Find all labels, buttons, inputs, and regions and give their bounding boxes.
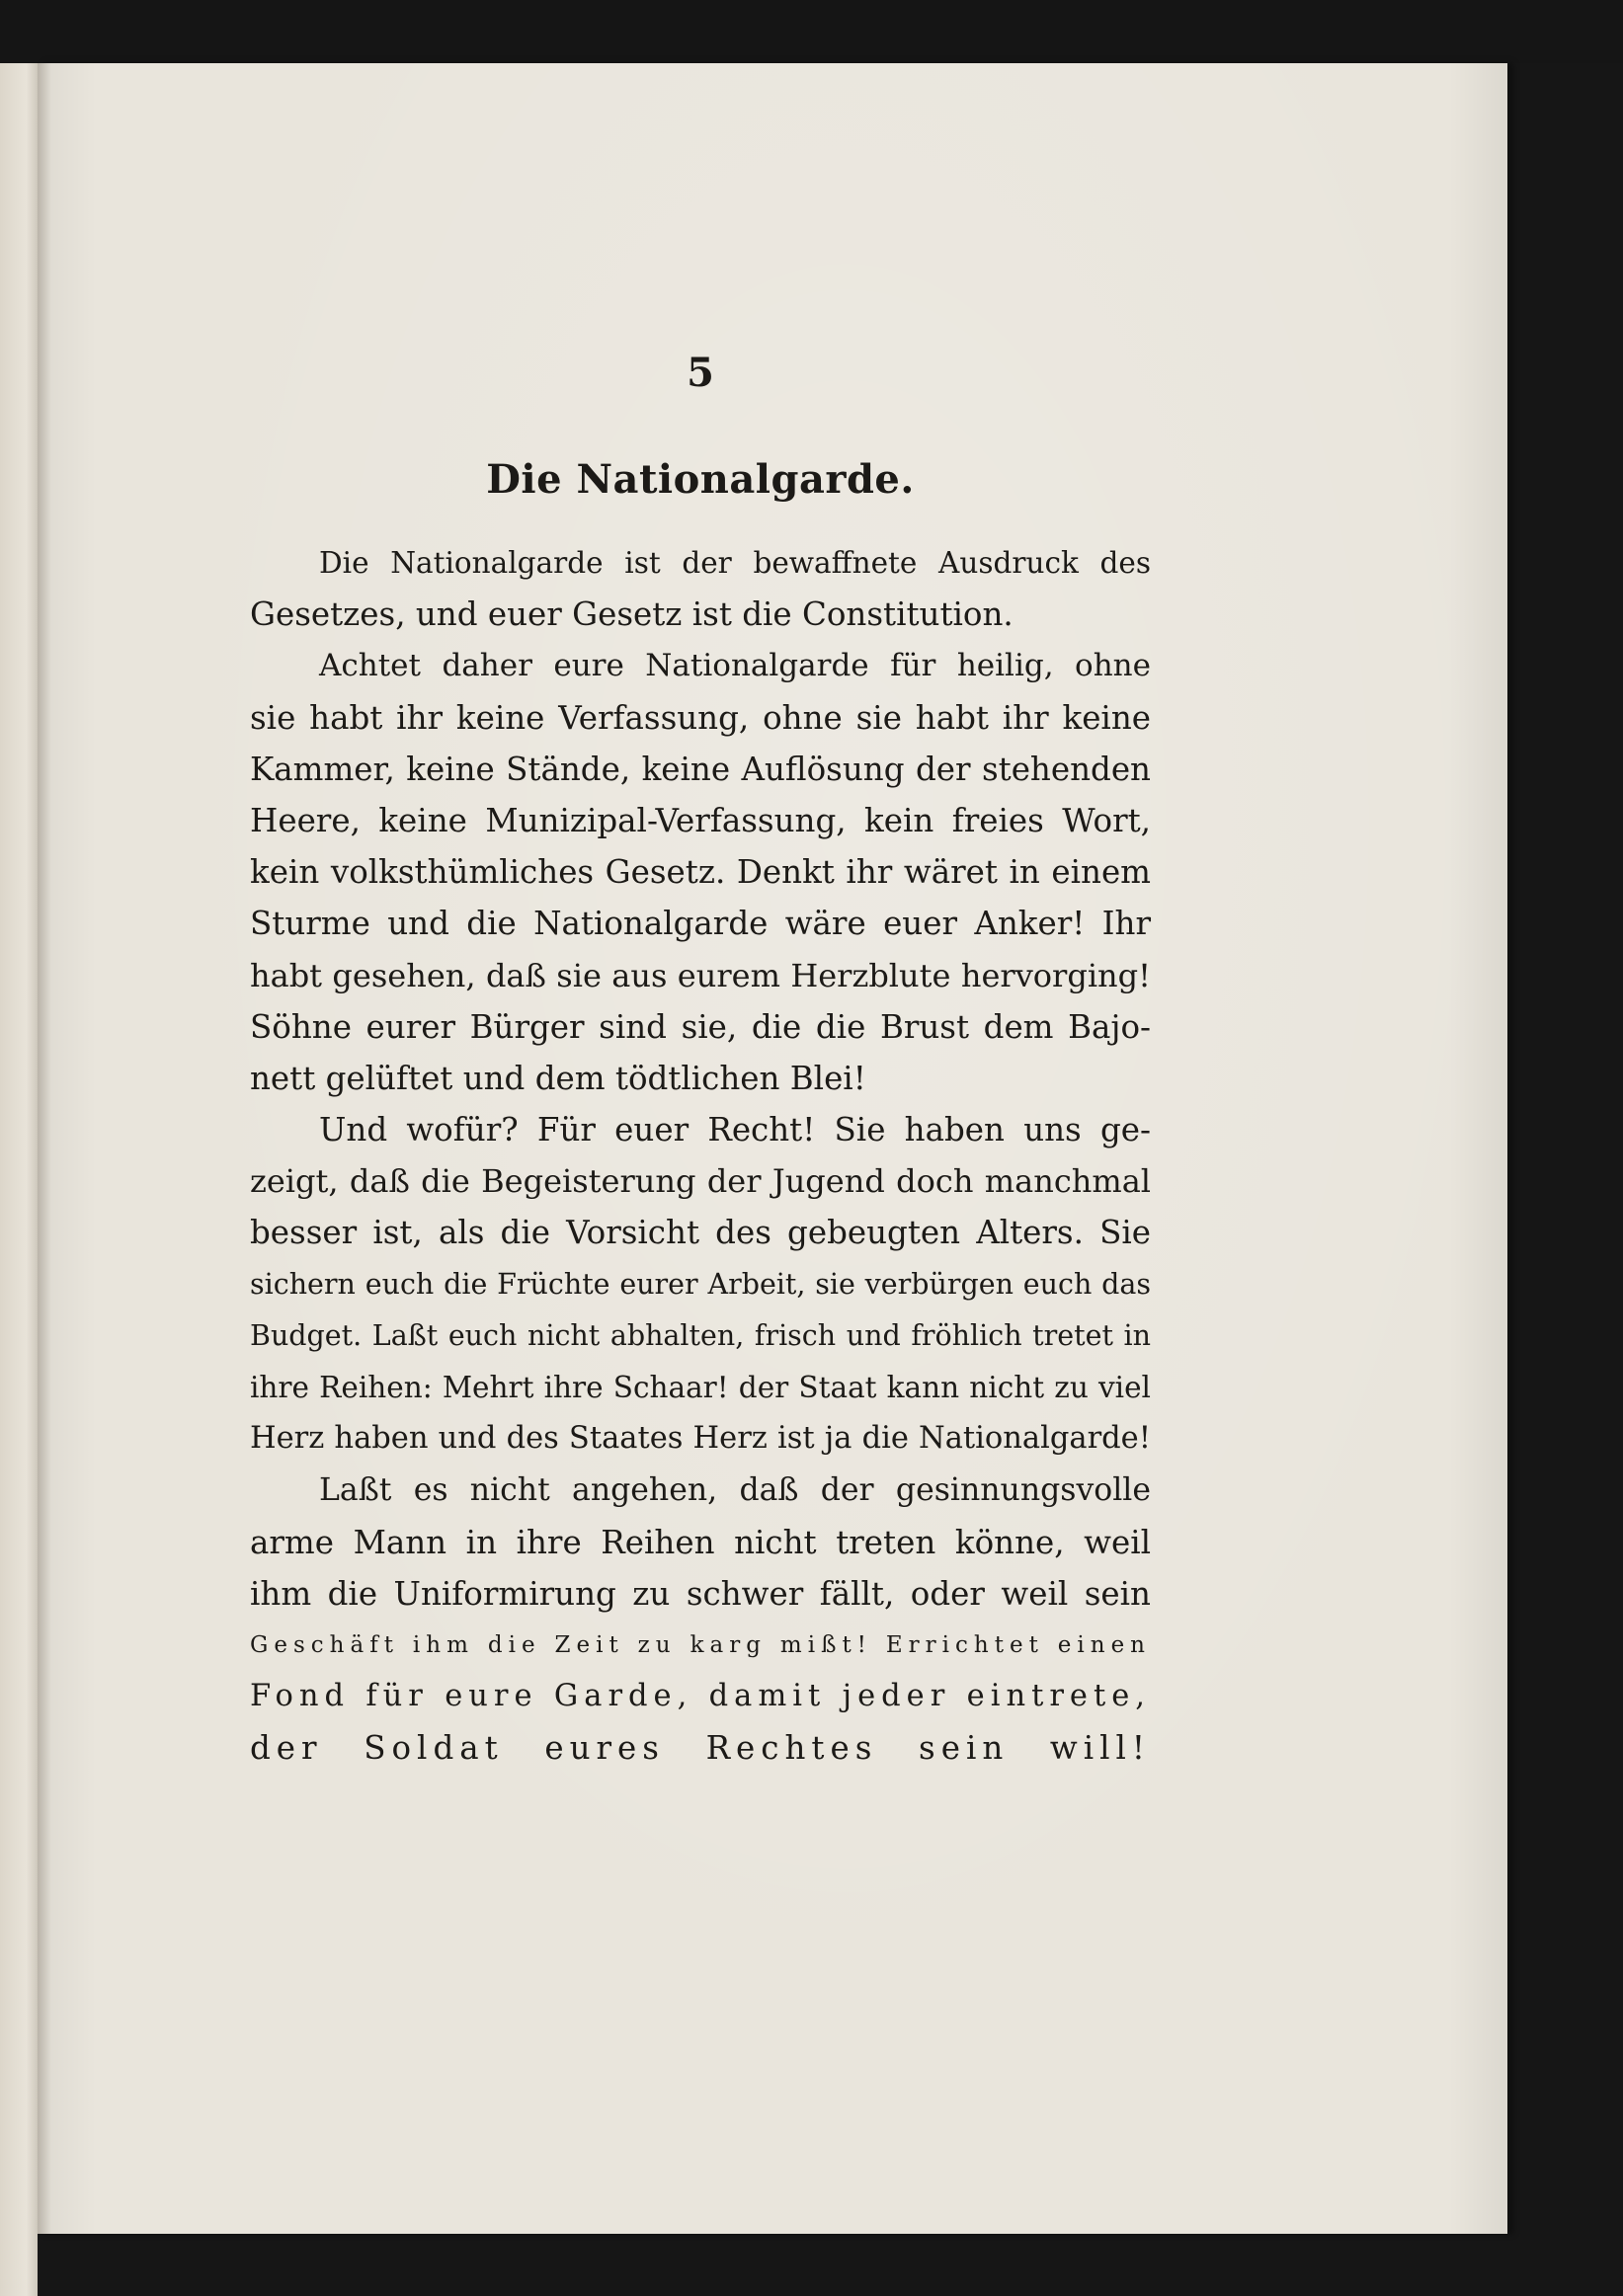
text-line: der Soldat eures Rechtes sein will! (250, 1729, 1151, 1768)
text-line: sie habt ihr keine Verfassung, ohne sie habt ihr keine (250, 698, 1151, 737)
page-gutter-shadow (38, 63, 51, 2234)
text-line: ihre Reihen: Mehrt ihre Schaar! der Staat kann nicht zu viel (250, 1371, 1151, 1404)
text-line: Budget. Laßt euch nicht abhalten, frisch und fröhlich tretet in (250, 1318, 1151, 1352)
text-line: Kammer, keine Stände, keine Auflösung der stehenden (250, 750, 1151, 788)
text-line: nett gelüftet und dem tödtlichen Blei! (250, 1059, 866, 1097)
text-line: Fond für eure Garde, damit jeder eintrete, (250, 1679, 1151, 1714)
text-line: ihm die Uniformirung zu schwer fällt, oder weil sein (250, 1574, 1151, 1613)
text-line: Söhne eurer Bürger sind sie, die die Brust dem Bajo- (250, 1007, 1151, 1046)
facing-page-edge (0, 63, 38, 2296)
text-line: Und wofür? Für euer Recht! Sie haben uns ge- (319, 1111, 1151, 1149)
section-heading: Die Nationalgarde. (486, 456, 915, 503)
document-page (38, 63, 1507, 2234)
page-number: 5 (687, 350, 714, 396)
text-line: sichern euch die Früchte eurer Arbeit, sie verbürgen euch das (250, 1267, 1151, 1301)
text-line: Achtet daher eure Nationalgarde für heilig, ohne (319, 648, 1151, 684)
text-line: zeigt, daß die Begeisterung der Jugend doch manchmal (250, 1162, 1151, 1201)
text-line: Laßt es nicht angehen, daß der gesinnungsvolle (319, 1472, 1151, 1509)
scanner-edge (0, 0, 1623, 63)
body-text (250, 537, 1151, 1775)
text-line: Geschäft ihm die Zeit zu karg mißt! Errichtet einen (250, 1631, 1151, 1658)
text-line: arme Mann in ihre Reihen nicht treten könne, weil (250, 1523, 1151, 1561)
text-line: habt gesehen, daß sie aus eurem Herzblute hervorging! (250, 956, 1151, 994)
text-line: Sturme und die Nationalgarde wäre euer Anker! Ihr (250, 905, 1151, 943)
text-line: Heere, keine Munizipal-Verfassung, kein freies Wort, (250, 801, 1151, 839)
text-line: Die Nationalgarde ist der bewaffnete Ausdruck des (319, 546, 1151, 580)
text-line: Gesetzes, und euer Gesetz ist die Constitution. (250, 595, 1014, 634)
text-line: besser ist, als die Vorsicht des gebeugten Alters. Sie (250, 1214, 1151, 1252)
text-line: kein volksthümliches Gesetz. Denkt ihr wäret in einem (250, 853, 1151, 892)
text-line: Herz haben und des Staates Herz ist ja die Nationalgarde! (250, 1421, 1151, 1457)
